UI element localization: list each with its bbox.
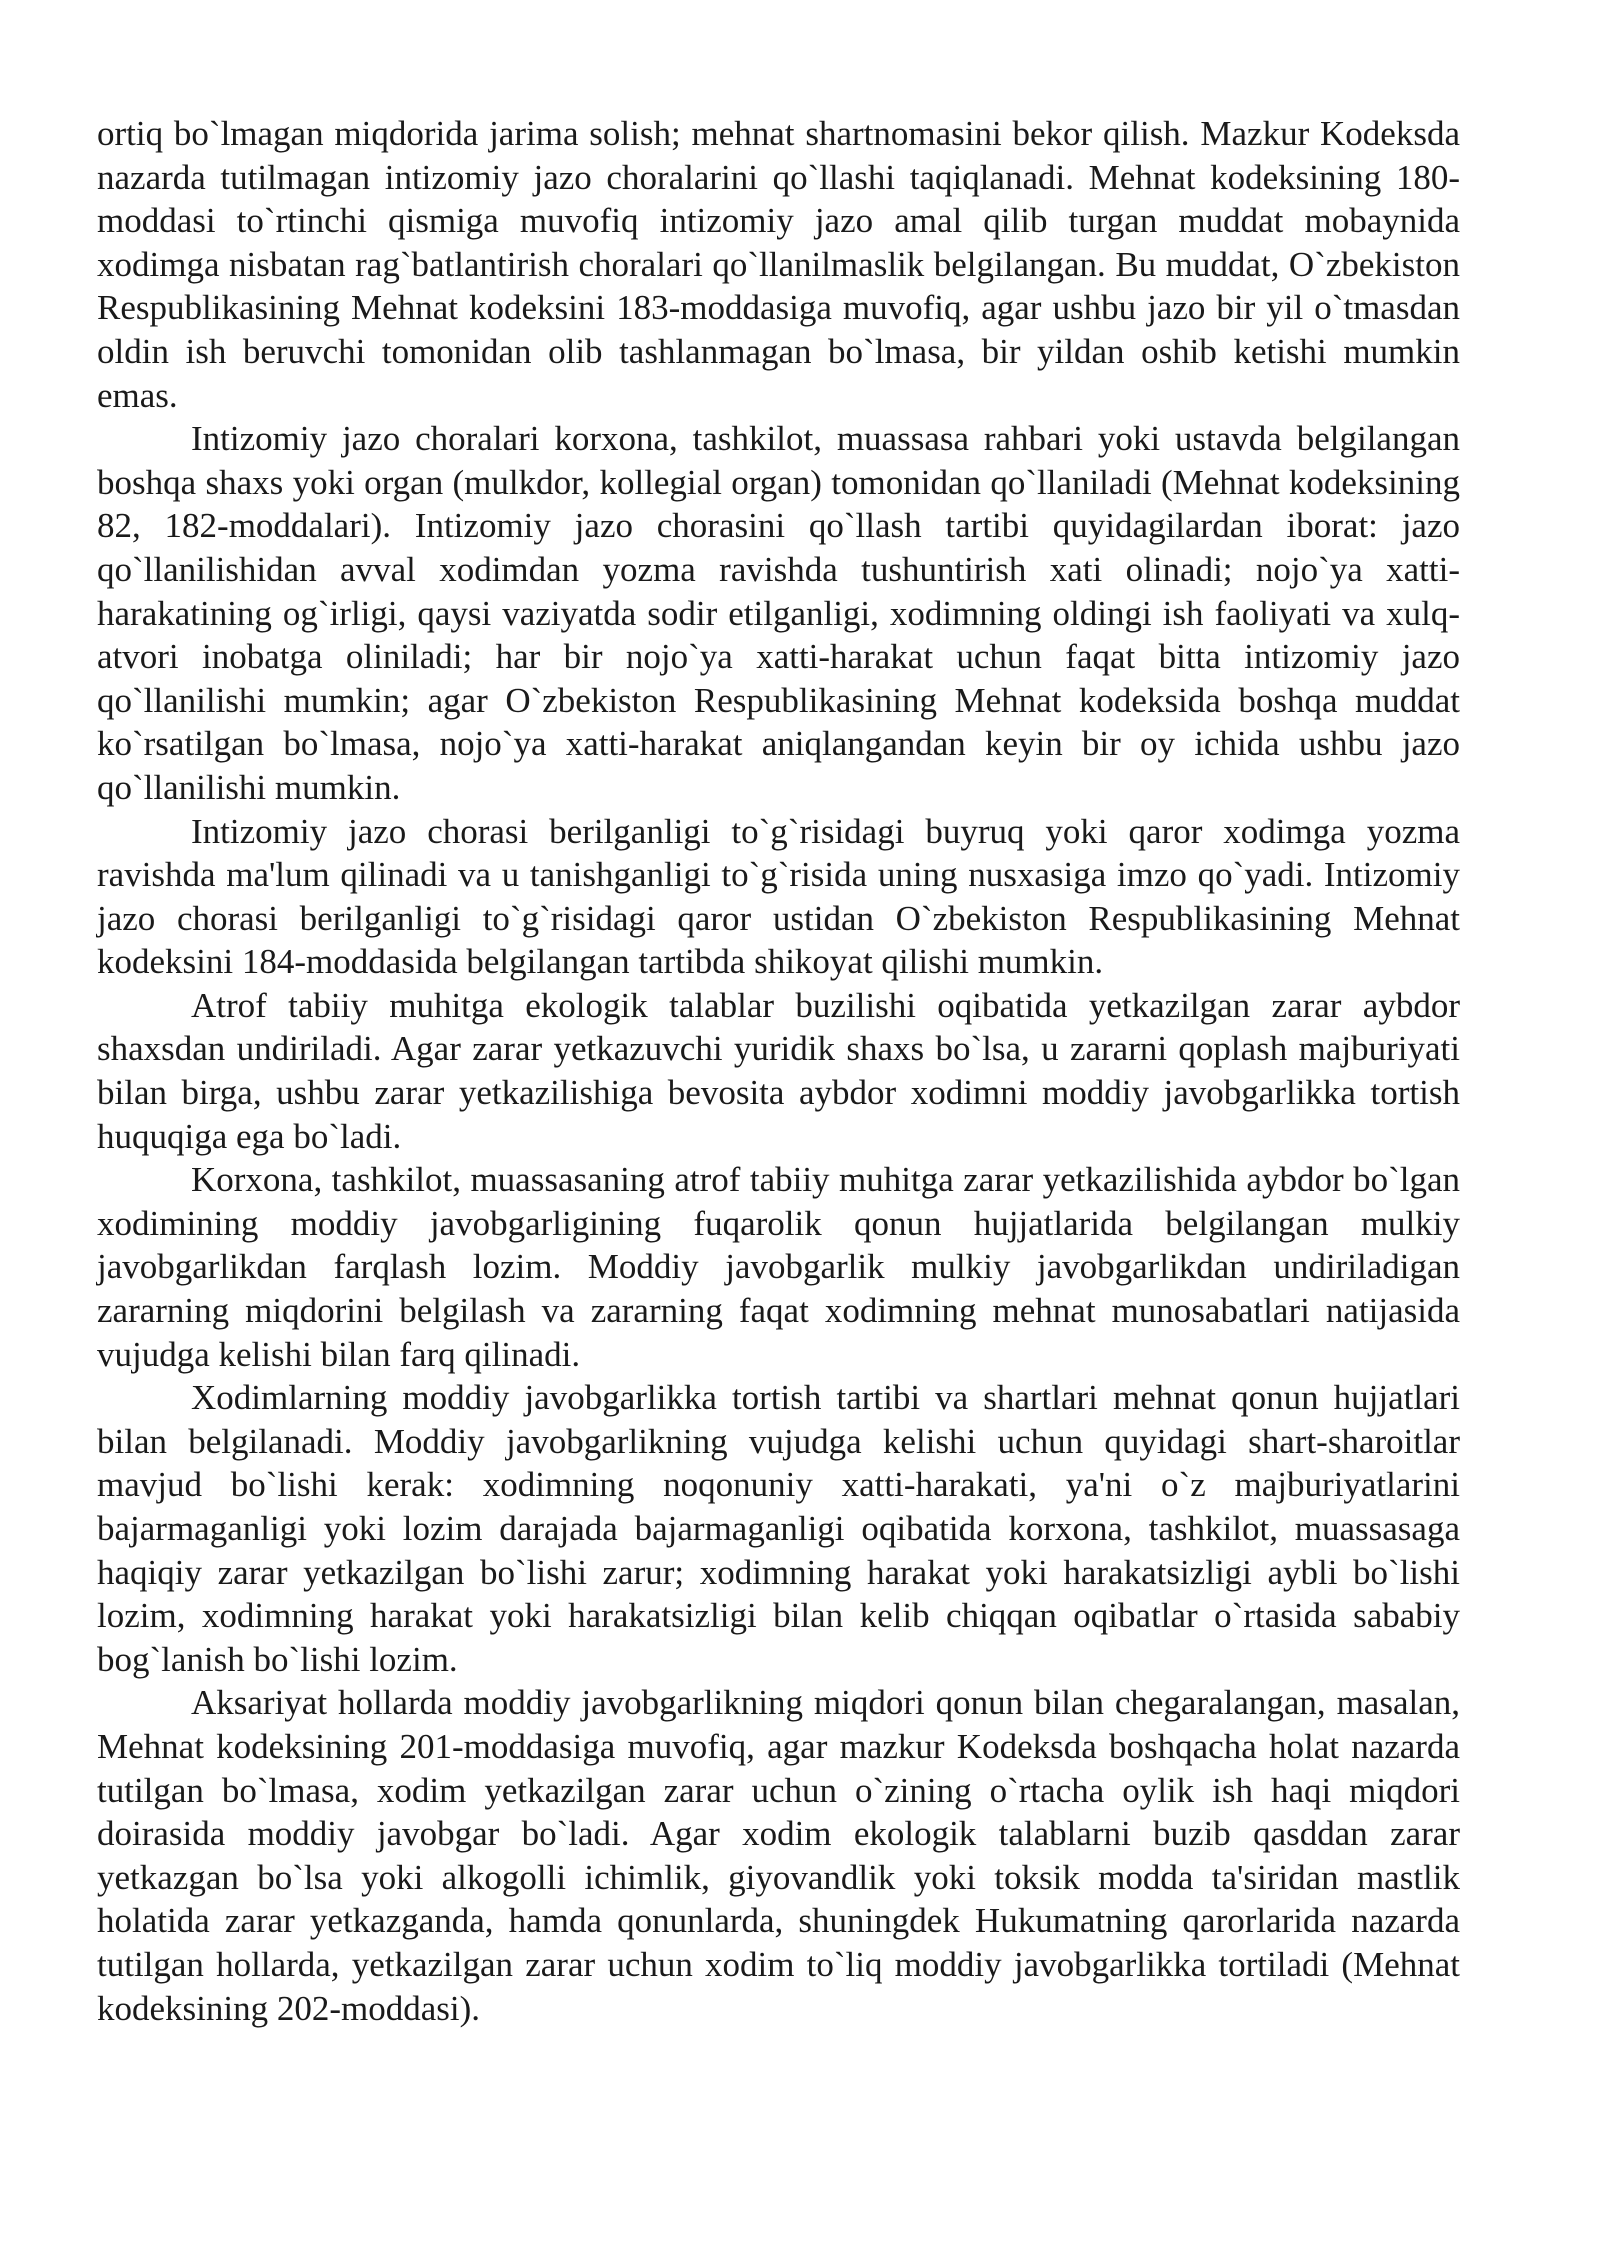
paragraph-6: Xodimlarning moddiy javobgarlikka tortish tartibi va shartlari mehnat qonun hujjatlari bilan belgilanadi. Moddiy javobgarlikning vujudga kelishi uchun quyidagi shart-sharoitlar mavjud bo`lishi kerak: xodimning noqonuniy xatti-harakati, ya'ni o`z majburiyatlarini bajarmaganligi yoki lozim darajada bajarmaganligi oqibatida korxona, tashkilot, muassasaga haqiqiy zarar yetkazilgan bo`lishi zarur; xodimning harakat yoki harakatsizligi aybli bo`lishi lozim, xodimning harakat yoki harakatsizligi bilan kelib chiqqan oqibatlar o`rtasida sababiy bog`lanish bo`lishi lozim.	[97, 1378, 1460, 1679]
paragraph-2: Intizomiy jazo choralari korxona, tashkilot, muassasa rahbari yoki ustavda belgilangan boshqa shaxs yoki organ (mulkdor, kollegial organ) tomonidan qo`llaniladi (Mehnat kodeksining 82, 182-moddalari). Intizomiy jazo chorasini qo`llash tartibi quyidagilardan iborat: jazo qo`llanilishidan avval xodimdan yozma ravishda tushuntirish xati olinadi; nojo`ya xatti-harakatining og`irligi, qaysi vaziyatda sodir etilganligi, xodimning oldingi ish faoliyati va xulq-atvori inobatga oliniladi; har bir nojo`ya xatti-harakat uchun faqat bitta intizomiy jazo qo`llanilishi mumkin; agar O`zbekiston Respublikasining Mehnat kodeksida boshqa muddat ko`rsatilgan bo`lmasa, nojo`ya xatti-harakat aniqlangandan keyin bir oy ichida ushbu jazo qo`llanilishi mumkin.	[97, 419, 1460, 807]
paragraph-3: Intizomiy jazo chorasi berilganligi to`g`risidagi buyruq yoki qaror xodimga yozma ravishda ma'lum qilinadi va u tanishganligi to`g`risida uning nusxasiga imzo qo`yadi. Intizomiy jazo chorasi berilganligi to`g`risidagi qaror ustidan O`zbekiston Respublikasining Mehnat kodeksini 184-moddasida belgilangan tartibda shikoyat qilishi mumkin.	[97, 811, 1460, 982]
paragraph-4: Atrof tabiiy muhitga ekologik talablar buzilishi oqibatida yetkazilgan zarar aybdor shaxsdan undiriladi. Agar zarar yetkazuvchi yuridik shaxs bo`lsa, u zararni qoplash majburiyati bilan birga, ushbu zarar yetkazilishiga bevosita aybdor xodimni moddiy javobgarlikka tortish huquqiga ega bo`ladi.	[97, 985, 1460, 1156]
paragraph-1: ortiq bo`lmagan miqdorida jarima solish; mehnat shartnomasini bekor qilish. Mazkur Kodeksda nazarda tutilmagan intizomiy jazo choralarini qo`llashi taqiqlanadi. Mehnat kodeksining 180-moddasi to`rtinchi qismiga muvofiq intizomiy jazo amal qilib turgan muddat mobaynida xodimga nisbatan rag`batlantirish choralari qo`llanilmaslik belgilangan. Bu muddat, O`zbekiston Respublikasining Mehnat kodeksini 183-moddasiga muvofiq, agar ushbu jazo bir yil o`tmasdan oldin ish beruvchi tomonidan olib tashlanmagan bo`lmasa, bir yildan oshib ketishi mumkin emas.	[97, 114, 1460, 415]
paragraph-7: Aksariyat hollarda moddiy javobgarlikning miqdori qonun bilan chegaralangan, masalan, Mehnat kodeksining 201-moddasiga muvofiq, agar mazkur Kodeksda boshqacha holat nazarda tutilgan bo`lmasa, xodim yetkazilgan zarar uchun o`zining o`rtacha oylik ish haqi miqdori doirasida moddiy javobgar bo`ladi. Agar xodim ekologik talablarni buzib qasddan zarar yetkazgan bo`lsa yoki alkogolli ichimlik, giyovandlik yoki toksik modda ta'siridan mastlik holatida zarar yetkazganda, hamda qonunlarda, shuningdek Hukumatning qarorlarida nazarda tutilgan hollarda, yetkazilgan zarar uchun xodim to`liq moddiy javobgarlikka tortiladi (Mehnat kodeksining 202-moddasi).	[97, 1683, 1460, 2028]
document-page	[97, 112, 1460, 2030]
paragraph-5: Korxona, tashkilot, muassasaning atrof tabiiy muhitga zarar yetkazilishida aybdor bo`lgan xodimining moddiy javobgarligining fuqarolik qonun hujjatlarida belgilangan mulkiy javobgarlikdan farqlash lozim. Moddiy javobgarlik mulkiy javobgarlikdan undiriladigan zararning miqdorini belgilash va zararning faqat xodimning mehnat munosabatlari natijasida vujudga kelishi bilan farq qilinadi.	[97, 1160, 1460, 1374]
